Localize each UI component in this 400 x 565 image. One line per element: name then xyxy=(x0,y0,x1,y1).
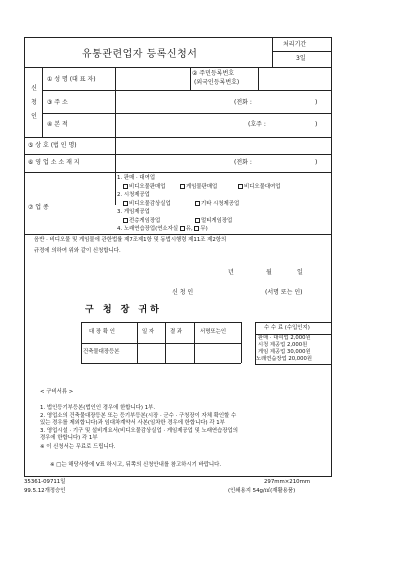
documents-header: < 구비서류 > xyxy=(40,389,74,395)
option-video-sales[interactable]: 비디오물판매업 xyxy=(123,184,165,190)
divider xyxy=(258,67,259,90)
rrn-label-foreign: (외국인등록번호) xyxy=(194,79,240,86)
divider xyxy=(194,322,195,363)
checkbox[interactable] xyxy=(123,218,128,223)
househead-label: (호주 : xyxy=(248,121,266,128)
document-item: 경우에 한합니다) 각 1부 xyxy=(40,435,98,441)
fee-line: 게임 제공업 30,000원 xyxy=(258,349,311,355)
divider xyxy=(255,322,332,323)
divider xyxy=(81,363,241,364)
document-item: 2. 영업소의 건축물대장등본 또는 등기부등본(시장 · 군수 · 구청장이 자체 확인할 수 xyxy=(40,413,237,419)
address-phone-label: (전화 : xyxy=(234,99,252,106)
approval-date: 99.5.12개정승인 xyxy=(24,488,66,494)
checkbox[interactable] xyxy=(195,218,200,223)
divider xyxy=(24,67,332,68)
domicile-label: ④ 본 적 xyxy=(47,121,68,128)
divider xyxy=(24,137,332,138)
applicant-side-label: 신 청 인 xyxy=(31,85,37,120)
checkbox[interactable] xyxy=(195,201,200,206)
type-game-provision: 3. 게임제공업 xyxy=(117,209,150,215)
rrn-label: ② 주민등록번호 xyxy=(192,70,235,77)
divider xyxy=(115,137,116,205)
document-item: ※ 이 신청서는 무료로 드립니다. xyxy=(40,444,116,450)
check-table-header: 대 장 확 인 xyxy=(89,329,115,335)
divider xyxy=(165,322,166,363)
business-location-label: ⑥ 영 업 소 소 재 지 xyxy=(28,159,80,166)
checkbox[interactable] xyxy=(180,226,185,231)
divider xyxy=(24,154,332,155)
checkbox[interactable] xyxy=(123,184,128,189)
checkbox[interactable] xyxy=(180,184,185,189)
form-number: 35361-09711일 xyxy=(24,479,66,485)
document-item: 있는 경우를 제외합니다)과 임대차계약서 사본(임차한 경우에 한합니다) 각 1부 xyxy=(40,420,225,426)
divider xyxy=(241,322,242,363)
checkbox[interactable] xyxy=(238,184,243,189)
name-label: ① 성 명 (대 표 자) xyxy=(47,76,96,83)
business-phone-label: (전화 : xyxy=(234,159,252,166)
checkbox[interactable] xyxy=(194,226,199,231)
paper-size: 297mm×210mm xyxy=(264,479,311,485)
document-item: 1. 법인등기부등본(법인인 경우에 한합니다) 1부. xyxy=(40,405,156,411)
check-table-header: 서명또는인 xyxy=(200,329,227,335)
fee-line: 노래연습장업 20,000원 xyxy=(256,356,313,362)
divider xyxy=(81,322,82,363)
option-video-viewing-room[interactable]: 비디오물감상실업 xyxy=(123,201,171,207)
divider xyxy=(24,234,332,235)
divider xyxy=(24,172,332,173)
divider xyxy=(190,67,191,90)
divider xyxy=(42,113,332,114)
type-karaoke: 4. 노래연습장업(연소자실 유, 무) xyxy=(117,226,208,232)
divider xyxy=(42,67,43,137)
option-game-sales[interactable]: 게임물판매업 xyxy=(180,184,217,190)
date-day-label: 일 xyxy=(297,269,303,276)
address-label: ③ 주 소 xyxy=(47,99,68,106)
business-name-label: ⑤ 상 호 (법 인 명) xyxy=(28,142,77,149)
checkbox[interactable] xyxy=(123,201,128,206)
option-video-rental[interactable]: 비디오물대여업 xyxy=(238,184,280,190)
fee-header: 수 수 료 (수입인지) xyxy=(264,325,310,331)
fee-line: 시청 제공업 2,000원 xyxy=(258,342,308,348)
divider xyxy=(137,322,138,363)
recipient: 구 청 장 귀하 xyxy=(85,305,162,315)
divider xyxy=(255,364,332,365)
check-table-header: 결 과 xyxy=(170,329,183,335)
date-year-label: 년 xyxy=(228,269,234,276)
fee-line: 판매 · 대여업 2,000원 xyxy=(258,335,311,341)
applicant-sign-label: 신 청 인 xyxy=(172,289,194,296)
paper-spec: (인쇄용지 54g/㎡(재활용품) xyxy=(228,488,296,494)
paren-close: ) xyxy=(315,159,318,166)
business-type-label: ⑦ 업 종 xyxy=(28,204,49,211)
option-multi-game-hall[interactable]: 멀티게임장업 xyxy=(195,218,232,224)
divider xyxy=(81,343,241,344)
declaration-line-2: 규정에 의하여 위와 같이 신청합니다. xyxy=(34,248,121,254)
type-viewing: 2. 시청제공업 xyxy=(117,192,150,198)
checkbox-instruction-note: ※ □는 해당사항에 V표 하시고, 뒤쪽의 신청안내를 참고하시기 바랍니다. xyxy=(50,462,222,468)
declaration-line-1: 음반 · 비디오물 및 게임물에 관한법률 제7조제1항 및 동법시행령 제11조 제2항의 xyxy=(34,237,227,243)
paren-close: ) xyxy=(315,99,318,106)
check-table-row-label: 건축물대장등본 xyxy=(83,349,120,355)
sign-or-seal-label: (서명 또는 인) xyxy=(265,289,303,296)
type-sales-rental: 1. 판매 · 대여업 xyxy=(117,175,156,181)
processing-period-value: 3일 xyxy=(296,55,306,62)
divider xyxy=(115,67,116,90)
paren-close: ) xyxy=(315,121,318,128)
divider xyxy=(272,51,332,52)
option-full-game-hall[interactable]: 전층게임장업 xyxy=(123,218,160,224)
document-item: 3. 영업시설 · 기구 및 설비개요서(비디오물감상실업 · 게임제공업 및 노래연습장업의 xyxy=(40,428,238,434)
date-month-label: 월 xyxy=(266,269,272,276)
processing-period-label: 처리기간 xyxy=(283,41,307,48)
check-table-header: 일 자 xyxy=(142,329,155,335)
divider xyxy=(272,37,273,67)
divider xyxy=(42,90,332,91)
option-other-viewing[interactable]: 기타 시청제공업 xyxy=(195,201,239,207)
form-title: 유통관련업자 등록신청서 xyxy=(82,49,198,60)
divider xyxy=(81,322,241,323)
